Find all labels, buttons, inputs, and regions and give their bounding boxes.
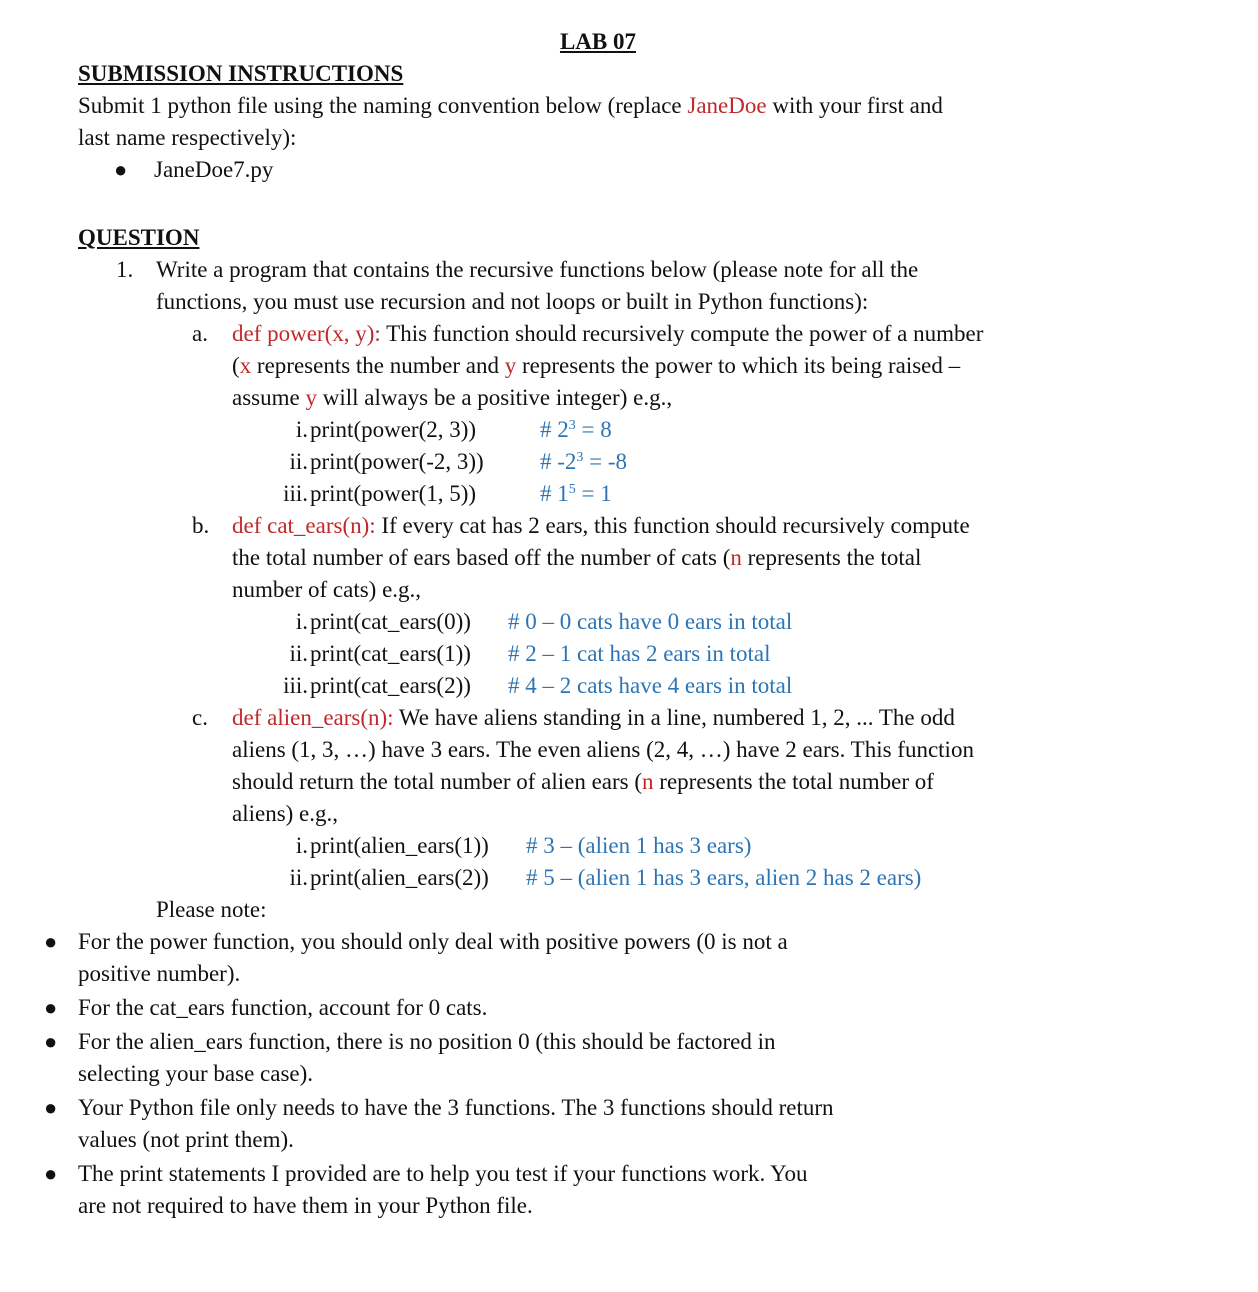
file-list <box>78 154 1188 186</box>
note-item: ● For the power function, you should only deal with positive powers (0 is not a positive number). <box>78 926 1188 990</box>
question-1 <box>78 254 1188 894</box>
part-c: c. def alien_ears(n): We have aliens standing in a line, numbered 1, 2, ... The odd aliens (1, 3, …) have 3 ears. The even aliens (2, 4, …) have 2 ears. This function should return the total number of alien ears (n represents the total number of aliens) e.g., i. print(alien_ears(1)) # 3 – (alien 1 has 3 ears) ii. print(alien_ears(2)) # 5 – (alien 1 has 3 ears, alien 2 has 2 ears) <box>78 702 1188 894</box>
part-c-label: c. <box>192 705 208 730</box>
notes-list <box>44 926 1188 1222</box>
file-name-item: ● JaneDoe7.py <box>154 154 1188 186</box>
question-intro-line-2: functions, you must use recursion and not loops or built in Python functions): <box>156 289 869 314</box>
part-a-label: a. <box>192 321 208 346</box>
note-item: ● For the cat_ears function, account for 0 cats. <box>78 992 1188 1024</box>
alien-ears-examples <box>232 830 1188 894</box>
part-b-label: b. <box>192 513 210 538</box>
note-item: ● For the alien_ears function, there is no position 0 (this should be factored in selecting your base case). <box>78 1026 1188 1090</box>
power-example: i. print(power(2, 3)) # $2^3 = 8$ <box>295 417 612 442</box>
alien-ears-signature: def alien_ears(n): <box>232 705 394 730</box>
bullet-icon: ● <box>114 157 128 182</box>
bullet-icon: ● <box>44 1095 58 1120</box>
bullet-icon: ● <box>44 995 58 1020</box>
note-item: ● Your Python file only needs to have the 3 functions. The 3 functions should return values (not print them). <box>78 1092 1188 1156</box>
submission-text-line-2: last name respectively): <box>78 125 297 150</box>
cat-ears-example: i. print(cat_ears(0)) # 0 – 0 cats have 0 ears in total <box>295 609 793 634</box>
power-examples <box>232 414 1188 510</box>
power-signature: def power(x, y): <box>232 321 381 346</box>
bullet-icon: ● <box>44 929 58 954</box>
name-placeholder: JaneDoe <box>687 93 767 118</box>
cat-ears-examples <box>232 606 1188 702</box>
part-a: a. def power(x, y): This function should recursively compute the power of a number (x represents the number and y represents the power to which its being raised – assume y will always be a positive integer) e.g., i. print(power(2, 3)) # $2^3 = 8$ ii. print(power(-2, 3)) # $-2^3 = -8$ iii. print(power(1, 5)) # $1^5 = 1$ <box>78 318 1188 510</box>
question-heading: QUESTION <box>78 225 200 250</box>
cat-ears-example: iii. print(cat_ears(2)) # 4 – 2 cats have 4 ears in total <box>283 673 793 698</box>
document-page <box>44 26 1188 1224</box>
notes-heading: Please note: <box>156 897 267 922</box>
alien-ears-example: ii. print(alien_ears(2)) # 5 – (alien 1 has 3 ears, alien 2 has 2 ears) <box>289 865 922 890</box>
question-intro-line-1: Write a program that contains the recursive functions below (please note for all the <box>156 257 919 282</box>
cat-ears-example: ii. print(cat_ears(1)) # 2 – 1 cat has 2 ears in total <box>289 641 771 666</box>
bullet-icon: ● <box>44 1029 58 1054</box>
submission-text-line-1: Submit 1 python file using the naming convention below (replace JaneDoe with your first and <box>78 93 943 118</box>
cat-ears-signature: def cat_ears(n): <box>232 513 376 538</box>
part-b: b. def cat_ears(n): If every cat has 2 ears, this function should recursively compute the total number of ears based off the number of cats (n represents the total number of cats) e.g., i. print(cat_ears(0)) # 0 – 0 cats have 0 ears in total ii. print(cat_ears(1)) # 2 – 1 cat has 2 ears in total iii. print(cat_ears(2)) # 4 – 2 cats have 4 ears in total <box>78 510 1188 702</box>
question-number: 1. <box>116 257 134 282</box>
note-item: ● The print statements I provided are to help you test if your functions work. You are not required to have them in your Python file. <box>78 1158 1188 1222</box>
lab-title: LAB 07 <box>559 29 637 54</box>
power-example: ii. print(power(-2, 3)) # $-2^3 = -8$ <box>289 449 628 474</box>
bullet-icon: ● <box>44 1161 58 1186</box>
power-example: iii. print(power(1, 5)) # $1^5 = 1$ <box>283 481 612 506</box>
submission-heading: SUBMISSION INSTRUCTIONS <box>78 61 404 86</box>
alien-ears-example: i. print(alien_ears(1)) # 3 – (alien 1 has 3 ears) <box>295 833 752 858</box>
